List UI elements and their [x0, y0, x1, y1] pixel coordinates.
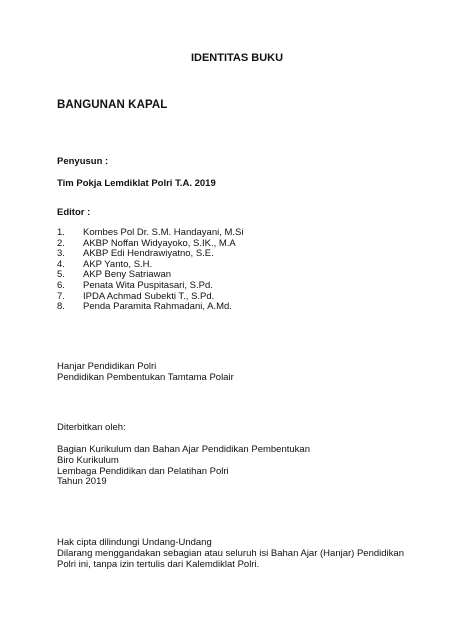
editor-name: AKBP Edi Hendrawiyatno, S.E. — [83, 248, 214, 260]
editor-name: AKP Beny Satriawan — [83, 269, 172, 281]
editor-name: AKBP Noffan Widyayoko, S.IK., M.A — [83, 237, 236, 249]
copyright-block — [57, 537, 419, 570]
copyright-line: Dilarang menggandakan sebagian atau seluruh isi Bahan Ajar (Hanjar) Pendidikan — [57, 548, 404, 559]
publisher-block — [57, 445, 310, 488]
copyright-line: Hak cipta dilindungi Undang-Undang — [57, 537, 212, 548]
publisher-label — [57, 423, 126, 434]
copyright-line: Polri ini, tanpa izin tertulis dari Kalemdiklat Polri. — [57, 559, 260, 570]
editor-number: 1. — [57, 227, 65, 238]
publisher-label-text: Diterbitkan oleh: — [57, 422, 126, 433]
editor-number: 5. — [57, 269, 65, 281]
editor-number: 7. — [57, 290, 65, 302]
publisher-line: Bagian Kurikulum dan Bahan Ajar Pendidikan Pembentukan — [57, 444, 310, 455]
editor-name: Kombes Pol Dr. S.M. Handayani, M.Si — [83, 227, 244, 238]
editor-name: Penda Paramita Rahmadani, A.Md. — [83, 301, 232, 313]
editor-list — [57, 228, 244, 313]
editor-name: Penata Wita Puspitasari, S.Pd. — [83, 279, 213, 291]
editor-name: AKP Yanto, S.H. — [83, 258, 153, 270]
hanjar-line: Hanjar Pendidikan Polri — [57, 361, 157, 372]
editor-label: Editor : — [57, 207, 91, 218]
editor-number: 8. — [57, 301, 65, 313]
page-title: IDENTITAS BUKU — [190, 52, 284, 64]
publisher-line: Tahun 2019 — [57, 476, 107, 488]
author-label: Penyusun : — [57, 156, 109, 167]
publisher-line: Lembaga Pendidikan dan Pelatihan Polri — [57, 465, 229, 477]
book-title: BANGUNAN KAPAL — [57, 99, 168, 111]
editor-number: 3. — [57, 248, 65, 260]
hanjar-block — [57, 362, 234, 384]
author-name: Tim Pokja Lemdiklat Polri T.A. 2019 — [57, 178, 216, 189]
editor-number: 2. — [57, 237, 65, 249]
editor-number: 4. — [57, 258, 65, 270]
editor-name: IPDA Achmad Subekti T., S.Pd. — [83, 290, 215, 302]
list-item — [57, 302, 244, 313]
publisher-line: Biro Kurikulum — [57, 454, 119, 466]
editor-number: 6. — [57, 279, 65, 291]
hanjar-line: Pendidikan Pembentukan Tamtama Polair — [57, 371, 234, 383]
